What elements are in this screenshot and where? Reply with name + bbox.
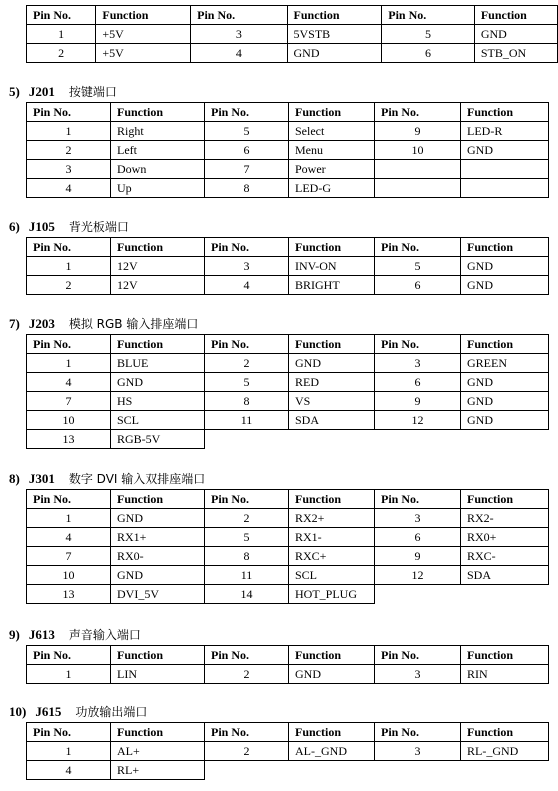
function-cell: 12V	[111, 276, 205, 295]
function-cell: GND	[111, 373, 205, 392]
section-heading	[9, 219, 129, 235]
function-cell: GND	[461, 411, 549, 430]
pin-number-cell	[375, 430, 461, 449]
header-row	[27, 490, 549, 509]
pin-number-cell: 13	[27, 430, 111, 449]
function-cell: +5V	[96, 44, 191, 63]
header-function: Function	[111, 490, 205, 509]
pin-number-cell: 2	[205, 742, 289, 761]
function-cell	[461, 761, 549, 780]
header-pin-no: Pin No.	[375, 103, 461, 122]
header-function: Function	[111, 335, 205, 354]
function-cell: Up	[111, 179, 205, 198]
function-cell	[289, 761, 375, 780]
function-cell: VS	[289, 392, 375, 411]
table-row	[27, 392, 549, 411]
header-row	[27, 335, 549, 354]
function-cell: GND	[287, 44, 382, 63]
pin-number-cell: 1	[27, 25, 96, 44]
table-row	[27, 257, 549, 276]
table-row	[27, 122, 549, 141]
pin-number-cell: 8	[205, 392, 289, 411]
function-cell: SDA	[461, 566, 549, 585]
pin-number-cell: 8	[205, 547, 289, 566]
pin-number-cell: 5	[382, 25, 475, 44]
section-number: 7)	[9, 316, 20, 331]
header-pin-no: Pin No.	[375, 723, 461, 742]
pin-number-cell: 9	[375, 122, 461, 141]
header-row	[27, 6, 558, 25]
pin-number-cell	[205, 430, 289, 449]
pin-number-cell: 6	[375, 373, 461, 392]
function-cell: SDA	[289, 411, 375, 430]
function-cell: +5V	[96, 25, 191, 44]
pin-number-cell: 3	[191, 25, 287, 44]
function-cell: RX2-	[461, 509, 549, 528]
pin-number-cell: 2	[205, 354, 289, 373]
connector-description: 数字 DVI 输入双排座端口	[68, 472, 206, 486]
function-cell	[289, 430, 375, 449]
section-heading	[9, 627, 141, 643]
header-function: Function	[461, 238, 549, 257]
connector-description: 功放输出端口	[75, 705, 148, 719]
function-cell: LED-G	[289, 179, 375, 198]
connector-id: J613	[28, 627, 55, 642]
pin-number-cell: 10	[27, 411, 111, 430]
connector-id: J201	[28, 84, 55, 99]
table-row	[27, 354, 549, 373]
header-function: Function	[289, 238, 375, 257]
connector-id: J105	[28, 219, 55, 234]
header-function: Function	[289, 646, 375, 665]
header-pin-no: Pin No.	[205, 646, 289, 665]
table-row	[27, 179, 549, 198]
header-row	[27, 723, 549, 742]
header-function: Function	[289, 335, 375, 354]
function-cell: RX0+	[461, 528, 549, 547]
function-cell: Power	[289, 160, 375, 179]
function-cell: GND	[461, 141, 549, 160]
function-cell: Left	[111, 141, 205, 160]
table-row	[27, 742, 549, 761]
pin-number-cell: 1	[27, 509, 111, 528]
pin-number-cell: 3	[27, 160, 111, 179]
function-cell: GND	[461, 373, 549, 392]
pin-number-cell: 1	[27, 122, 111, 141]
pin-number-cell: 2	[205, 665, 289, 684]
function-cell: AL-_GND	[289, 742, 375, 761]
function-cell: SCL	[289, 566, 375, 585]
header-pin-no: Pin No.	[205, 723, 289, 742]
header-function: Function	[111, 646, 205, 665]
pin-number-cell: 7	[27, 547, 111, 566]
pin-table	[26, 722, 549, 780]
header-pin-no: Pin No.	[27, 723, 111, 742]
header-pin-no: Pin No.	[375, 335, 461, 354]
connector-description: 背光板端口	[68, 220, 129, 234]
header-function: Function	[289, 103, 375, 122]
connector-id: J301	[28, 471, 55, 486]
function-cell: RIN	[461, 665, 549, 684]
function-cell: INV-ON	[289, 257, 375, 276]
connector-description: 按键端口	[68, 85, 117, 99]
pin-number-cell	[375, 585, 461, 604]
pin-number-cell: 12	[375, 566, 461, 585]
section-heading	[9, 471, 205, 487]
header-row	[27, 238, 549, 257]
table-row	[27, 373, 549, 392]
pin-number-cell: 4	[27, 761, 111, 780]
function-cell: LIN	[111, 665, 205, 684]
header-pin-no: Pin No.	[205, 335, 289, 354]
connector-id: J203	[28, 316, 55, 331]
function-cell: RED	[289, 373, 375, 392]
function-cell: GREEN	[461, 354, 549, 373]
connector-id: J615	[35, 704, 62, 719]
table-row	[27, 160, 549, 179]
function-cell: SCL	[111, 411, 205, 430]
function-cell: Select	[289, 122, 375, 141]
header-function: Function	[461, 335, 549, 354]
pin-number-cell: 4	[205, 276, 289, 295]
pin-number-cell: 7	[27, 392, 111, 411]
function-cell	[461, 179, 549, 198]
pin-number-cell: 10	[27, 566, 111, 585]
function-cell	[461, 585, 549, 604]
header-pin-no: Pin No.	[191, 6, 287, 25]
header-pin-no: Pin No.	[27, 238, 111, 257]
table-row	[27, 44, 558, 63]
pin-number-cell: 3	[205, 257, 289, 276]
pin-table	[26, 334, 549, 449]
section-heading	[9, 704, 147, 720]
function-cell: GND	[289, 354, 375, 373]
table-row	[27, 276, 549, 295]
function-cell: GND	[289, 665, 375, 684]
pin-number-cell: 6	[205, 141, 289, 160]
header-pin-no: Pin No.	[375, 490, 461, 509]
function-cell: STB_ON	[474, 44, 557, 63]
pin-number-cell: 5	[205, 373, 289, 392]
function-cell: BLUE	[111, 354, 205, 373]
function-cell	[461, 430, 549, 449]
header-pin-no: Pin No.	[27, 646, 111, 665]
pin-number-cell: 9	[375, 392, 461, 411]
function-cell: Down	[111, 160, 205, 179]
pin-number-cell: 10	[375, 141, 461, 160]
function-cell: 5VSTB	[287, 25, 382, 44]
table-row	[27, 585, 549, 604]
pin-number-cell: 7	[205, 160, 289, 179]
section-heading	[9, 84, 117, 100]
pin-number-cell: 4	[27, 179, 111, 198]
pin-number-cell: 3	[375, 509, 461, 528]
section-number: 8)	[9, 471, 20, 486]
function-cell: GND	[111, 566, 205, 585]
pin-number-cell	[375, 160, 461, 179]
header-pin-no: Pin No.	[27, 490, 111, 509]
pin-number-cell	[375, 761, 461, 780]
function-cell: RGB-5V	[111, 430, 205, 449]
table-row	[27, 25, 558, 44]
section-heading	[9, 316, 198, 332]
header-function: Function	[289, 723, 375, 742]
function-cell: RX2+	[289, 509, 375, 528]
pin-number-cell: 1	[27, 665, 111, 684]
pin-table	[26, 102, 549, 198]
header-function: Function	[461, 723, 549, 742]
function-cell: LED-R	[461, 122, 549, 141]
pin-table	[26, 5, 558, 63]
header-row	[27, 646, 549, 665]
function-cell: HS	[111, 392, 205, 411]
header-function: Function	[289, 490, 375, 509]
pin-number-cell: 2	[205, 509, 289, 528]
pin-number-cell: 5	[205, 528, 289, 547]
pin-number-cell: 2	[27, 141, 111, 160]
function-cell: RX0-	[111, 547, 205, 566]
pin-number-cell: 1	[27, 742, 111, 761]
pin-number-cell: 6	[375, 276, 461, 295]
table-row	[27, 566, 549, 585]
header-pin-no: Pin No.	[205, 238, 289, 257]
function-cell: DVI_5V	[111, 585, 205, 604]
header-pin-no: Pin No.	[27, 6, 96, 25]
pin-number-cell: 8	[205, 179, 289, 198]
connector-description: 模拟 RGB 输入排座端口	[68, 317, 199, 331]
pin-number-cell: 12	[375, 411, 461, 430]
header-function: Function	[111, 103, 205, 122]
header-function: Function	[461, 646, 549, 665]
function-cell: BRIGHT	[289, 276, 375, 295]
header-pin-no: Pin No.	[27, 103, 111, 122]
header-function: Function	[461, 490, 549, 509]
pin-number-cell: 1	[27, 257, 111, 276]
function-cell: Right	[111, 122, 205, 141]
header-function: Function	[474, 6, 557, 25]
section-number: 6)	[9, 219, 20, 234]
table-row	[27, 509, 549, 528]
pin-number-cell	[375, 179, 461, 198]
function-cell: Menu	[289, 141, 375, 160]
table-row	[27, 665, 549, 684]
table-row	[27, 761, 549, 780]
function-cell: RXC-	[461, 547, 549, 566]
header-function: Function	[111, 238, 205, 257]
pin-number-cell: 4	[27, 528, 111, 547]
pin-table	[26, 489, 549, 604]
pin-number-cell	[205, 761, 289, 780]
pin-table	[26, 237, 549, 295]
header-function: Function	[287, 6, 382, 25]
pin-number-cell: 2	[27, 276, 111, 295]
pin-number-cell: 14	[205, 585, 289, 604]
table-row	[27, 430, 549, 449]
function-cell: RXC+	[289, 547, 375, 566]
function-cell: RX1+	[111, 528, 205, 547]
pin-table	[26, 645, 549, 684]
pin-number-cell: 9	[375, 547, 461, 566]
pin-number-cell: 11	[205, 566, 289, 585]
section-number: 10)	[9, 704, 27, 719]
pin-number-cell: 3	[375, 354, 461, 373]
pin-number-cell: 11	[205, 411, 289, 430]
pin-number-cell: 4	[27, 373, 111, 392]
pin-number-cell: 1	[27, 354, 111, 373]
pin-number-cell: 4	[191, 44, 287, 63]
table-row	[27, 141, 549, 160]
function-cell: GND	[111, 509, 205, 528]
pin-number-cell: 5	[205, 122, 289, 141]
function-cell: GND	[461, 276, 549, 295]
pin-number-cell: 5	[375, 257, 461, 276]
header-function: Function	[96, 6, 191, 25]
header-pin-no: Pin No.	[382, 6, 475, 25]
pin-number-cell: 13	[27, 585, 111, 604]
header-function: Function	[111, 723, 205, 742]
function-cell: GND	[461, 257, 549, 276]
pin-number-cell: 6	[375, 528, 461, 547]
section-number: 9)	[9, 627, 20, 642]
function-cell: GND	[461, 392, 549, 411]
function-cell: RX1-	[289, 528, 375, 547]
header-pin-no: Pin No.	[375, 646, 461, 665]
function-cell: RL+	[111, 761, 205, 780]
table-row	[27, 528, 549, 547]
header-function: Function	[461, 103, 549, 122]
function-cell: RL-_GND	[461, 742, 549, 761]
table-row	[27, 411, 549, 430]
function-cell: 12V	[111, 257, 205, 276]
pin-number-cell: 3	[375, 742, 461, 761]
function-cell: GND	[474, 25, 557, 44]
function-cell: HOT_PLUG	[289, 585, 375, 604]
header-row	[27, 103, 549, 122]
function-cell	[461, 160, 549, 179]
pin-number-cell: 2	[27, 44, 96, 63]
function-cell: AL+	[111, 742, 205, 761]
pin-number-cell: 3	[375, 665, 461, 684]
header-pin-no: Pin No.	[205, 490, 289, 509]
table-row	[27, 547, 549, 566]
header-pin-no: Pin No.	[205, 103, 289, 122]
section-number: 5)	[9, 84, 20, 99]
pin-number-cell: 6	[382, 44, 475, 63]
header-pin-no: Pin No.	[375, 238, 461, 257]
header-pin-no: Pin No.	[27, 335, 111, 354]
connector-description: 声音输入端口	[68, 628, 141, 642]
